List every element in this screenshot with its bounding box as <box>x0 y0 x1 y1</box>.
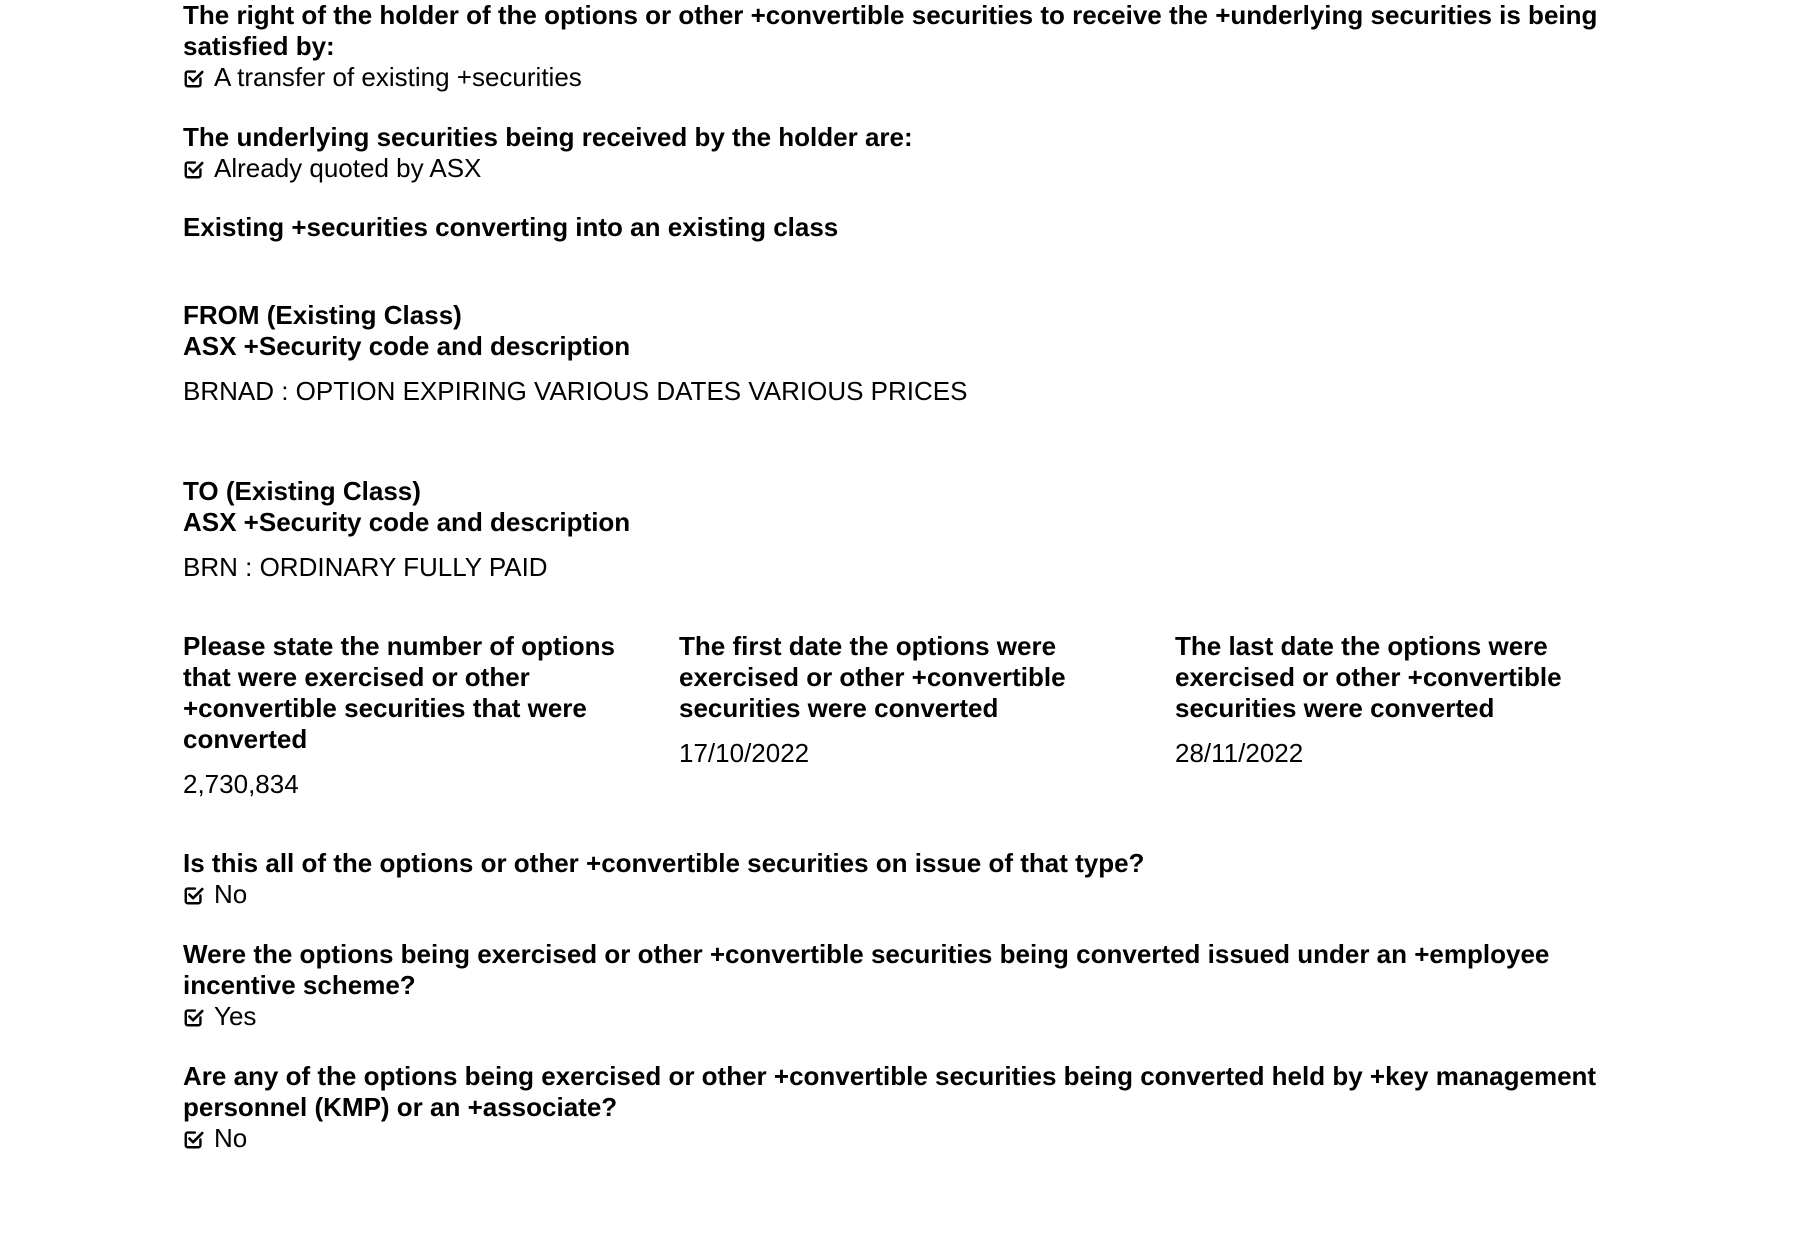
checkbox-checked-icon <box>183 884 205 906</box>
from-class-section <box>183 300 1663 407</box>
options-count-label: Please state the number of options that were exercised or other +convertible securities that were converted <box>183 631 615 754</box>
first-date-label: The first date the options were exercised or other +convertible securities were converted <box>679 631 1066 723</box>
all-options-answer-text: No <box>214 879 248 909</box>
checkbox-checked-icon <box>183 1006 205 1028</box>
checkbox-checked-icon <box>183 67 205 89</box>
first-date-column <box>679 631 1134 769</box>
to-class-label: ASX +Security code and description <box>183 507 631 537</box>
all-options-question: Is this all of the options or other +convertible securities on issue of that type? <box>183 848 1145 878</box>
kmp-question: Are any of the options being exercised or other +convertible securities being converted held by +key management personnel (KMP) or an +associate? <box>183 1061 1597 1122</box>
options-count-column <box>183 631 638 800</box>
satisfied-by-answer-text: A transfer of existing +securities <box>214 62 582 92</box>
employee-scheme-answer <box>183 1001 1663 1032</box>
all-options-section <box>183 848 1663 910</box>
from-class-label: ASX +Security code and description <box>183 331 631 361</box>
kmp-answer-text: No <box>214 1123 248 1153</box>
checkbox-checked-icon <box>183 158 205 180</box>
kmp-section <box>183 1061 1663 1154</box>
last-date-label: The last date the options were exercised or other +convertible securities were converted <box>1175 631 1562 723</box>
underlying-answer-text: Already quoted by ASX <box>214 153 482 183</box>
conversion-details <box>183 631 1663 811</box>
converting-heading: Existing +securities converting into an existing class <box>183 212 839 242</box>
last-date-value: 28/11/2022 <box>1175 738 1304 768</box>
options-count-value: 2,730,834 <box>183 769 299 799</box>
underlying-section <box>183 122 1663 184</box>
all-options-answer <box>183 879 1663 910</box>
underlying-question: The underlying securities being received by the holder are: <box>183 122 913 152</box>
satisfied-by-question: The right of the holder of the options or other +convertible securities to receive the +underlying securities is being satisfied by: <box>183 0 1598 61</box>
last-date-column <box>1175 631 1630 769</box>
underlying-answer <box>183 153 1663 184</box>
kmp-answer <box>183 1123 1663 1154</box>
to-class-section <box>183 476 1663 583</box>
satisfied-by-answer <box>183 62 1663 93</box>
satisfied-by-section <box>183 0 1663 93</box>
to-class-heading: TO (Existing Class) <box>183 476 421 506</box>
from-class-heading: FROM (Existing Class) <box>183 300 462 330</box>
to-class-value: BRN : ORDINARY FULLY PAID <box>183 552 548 582</box>
first-date-value: 17/10/2022 <box>679 738 810 768</box>
from-class-value: BRNAD : OPTION EXPIRING VARIOUS DATES VARIOUS PRICES <box>183 376 968 406</box>
employee-scheme-section <box>183 939 1663 1032</box>
employee-scheme-question: Were the options being exercised or other +convertible securities being converted issued under an +employee incentive scheme? <box>183 939 1550 1000</box>
checkbox-checked-icon <box>183 1128 205 1150</box>
employee-scheme-answer-text: Yes <box>214 1001 257 1031</box>
